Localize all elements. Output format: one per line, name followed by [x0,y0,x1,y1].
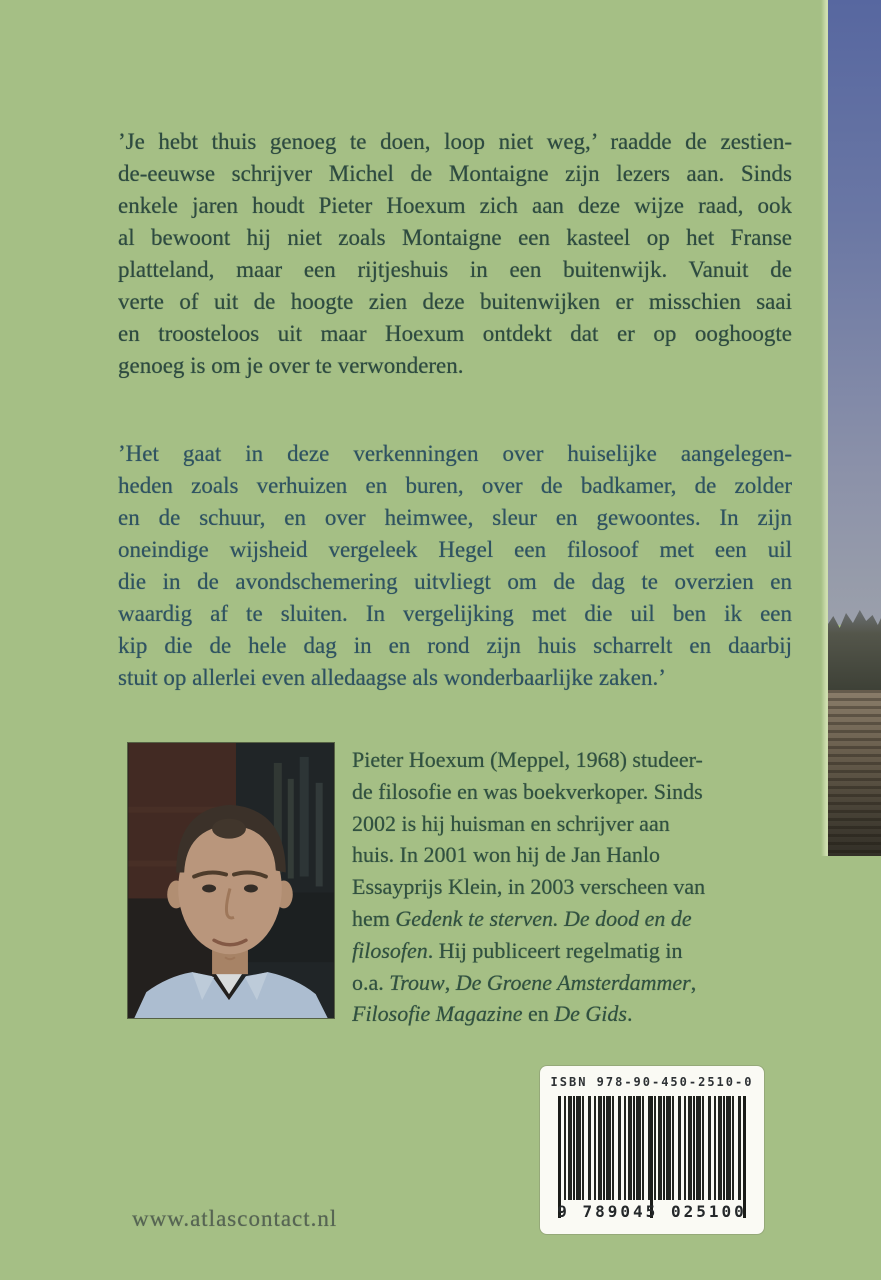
text-line: platteland, maar een rijtjeshuis in een buitenwijk. Vanuit de [118,257,792,282]
text-line: heden zoals verhuizen en buren, over de badkamer, de zolder [118,473,792,498]
background-landscape-photo [828,0,881,856]
author-bio [352,744,802,1030]
text-line: ’Je hebt thuis genoeg te doen, loop niet weg,’ raadde de zestien- [118,129,792,154]
text-line: oneindige wijsheid vergeleek Hegel een filosoof met een uil [118,537,792,562]
text-line: genoeg is om je over te verwonderen. [118,353,464,378]
isbn-barcode [540,1066,764,1234]
text-line: ’Het gaat in deze verkenningen over huiselijke aangelegen- [118,441,792,466]
text-line: die in de avondschemering uitvliegt om de dag te overzien en [118,569,792,594]
text-line: de-eeuwse schrijver Michel de Montaigne zijn lezers aan. Sinds [118,161,792,186]
text-line: o.a. Trouw, De Groene Amsterdammer, [352,969,697,995]
barcode-guard-bar [558,1096,561,1218]
plowed-field-photo-region [828,690,881,856]
text-line: de filosofie en was boekverkoper. Sinds [352,778,703,804]
text-line: filosofen. Hij publiceert regelmatig in [352,937,683,963]
text-line: en de schuur, en over heimwee, sleur en gewoontes. In zijn [118,505,792,530]
text-line: kip die de hele dag in en rond zijn huis scharrelt en daarbij [118,633,792,658]
ean-digits: 9 789045 025100 [557,1202,747,1221]
text-line: al bewoont hij niet zoals Montaigne een kasteel op het Franse [118,225,792,250]
text-line: Filosofie Magazine en De Gids. [352,1001,633,1027]
text-line: enkele jaren houdt Pieter Hoexum zich aan deze wijze raad, ook [118,193,792,218]
barcode-guard-bar [650,1096,653,1218]
text-line: en troosteloos uit maar Hoexum ontdekt dat er op ooghoogte [118,321,792,346]
text-line: huis. In 2001 won hij de Jan Hanlo [352,842,660,868]
quote-paragraph [118,438,792,694]
text-line: waardig af te sluiten. In vergelijking met die uil ben ik een [118,601,792,626]
sky-photo-region [828,0,881,625]
text-line: verte of uit de hoogte zien deze buitenwijken er misschien saai [118,289,792,314]
isbn-label: ISBN 978-90-450-2510-0 [550,1075,754,1089]
author-photo [128,743,334,1018]
text-line: 2002 is hij huisman en schrijver aan [352,810,670,836]
text-line: Essayprijs Klein, in 2003 verscheen van [352,874,706,900]
text-line: Pieter Hoexum (Meppel, 1968) studeer- [352,747,703,772]
text-line: hem Gedenk te sterven. De dood en de [352,905,692,931]
barcode-guard-bar [743,1096,746,1218]
blurb-paragraph [118,126,792,382]
text-line: stuit op allerlei even alledaagse als wonderbaarlijke zaken.’ [118,665,666,690]
website-url: www.atlascontact.nl [132,1206,338,1231]
book-page-edge-highlight [821,0,828,856]
